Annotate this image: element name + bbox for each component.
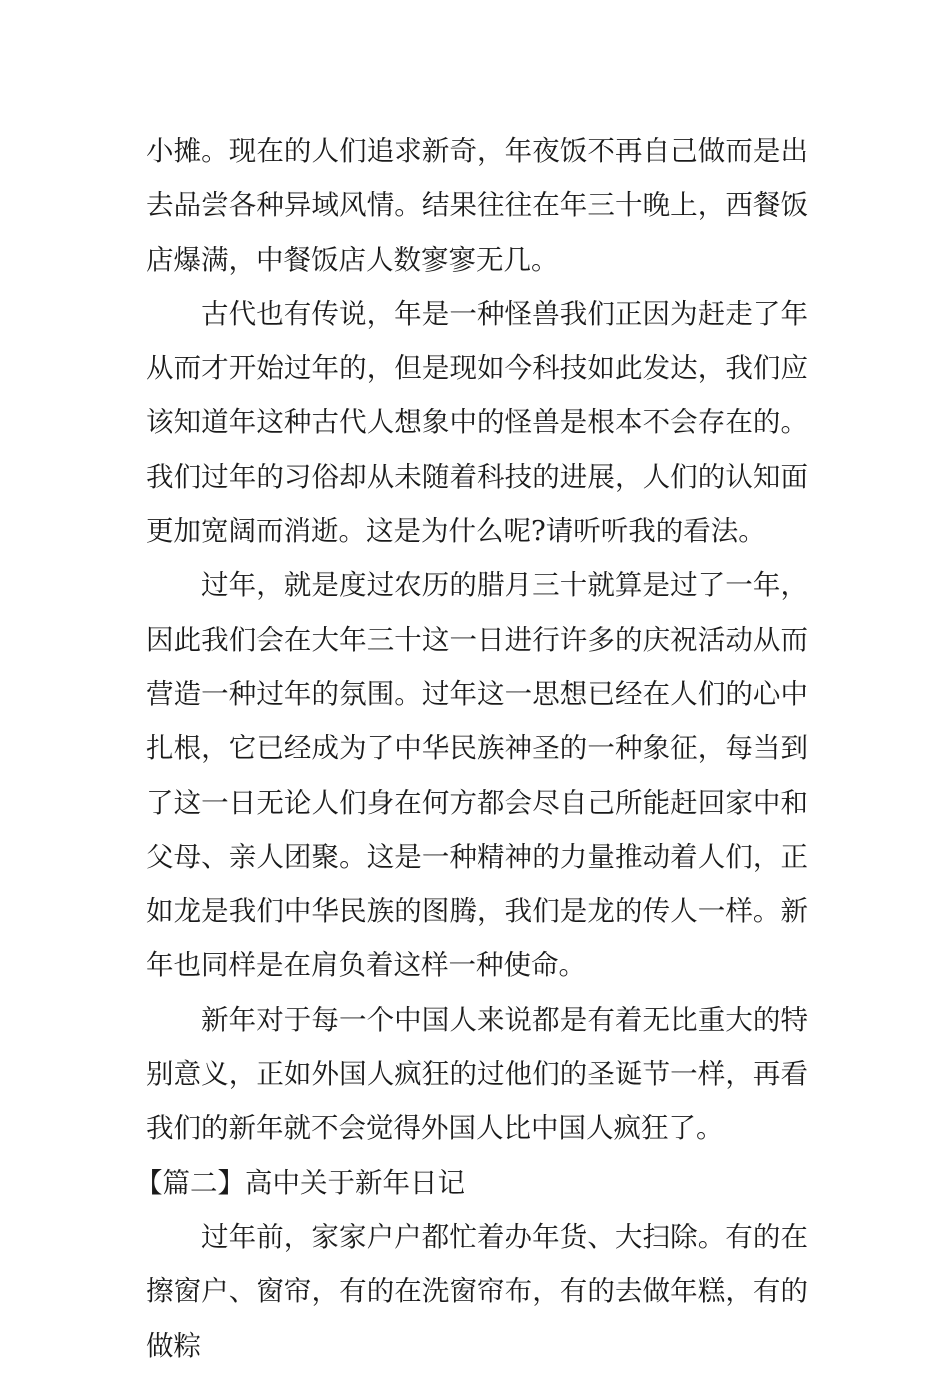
paragraph-new-year-meaning: 过年，就是度过农历的腊月三十就算是过了一年，因此我们会在大年三十这一日进行许多的庆祝活动从而营造一种过年的氛围。过年这一思想已经在人们的心中扎根，它已经成为了中华民族神圣的一种象征，每当到了这一日无论人们身在何方都会尽自己所能赶回家中和父母、亲人团聚。这是一种精神的力量推动着人们，正如龙是我们中华民族的图腾，我们是龙的传人一样。新年也同样是在肩负着这样一种使命。 (146, 569, 808, 982)
document-body (135, 124, 808, 1373)
paragraph-section-start: 过年前，家家户户都忙着办年货、大扫除。有的在擦窗户、窗帘，有的在洗窗帘布，有的去做年糕，有的做粽 (146, 1220, 808, 1362)
section-heading: 【篇二】高中关于新年日记 (135, 1166, 465, 1199)
paragraph-comparison: 新年对于每一个中国人来说都是有着无比重大的特别意义，正如外国人疯狂的过他们的圣诞节一样，再看我们的新年就不会觉得外国人比中国人疯狂了。 (146, 1003, 808, 1145)
paragraph-legend: 古代也有传说，年是一种怪兽我们正因为赶走了年从而才开始过年的，但是现如今科技如此发达，我们应该知道年这种古代人想象中的怪兽是根本不会存在的。我们过年的习俗却从未随着科技的进展，人们的认知面更加宽阔而消逝。这是为什么呢?请听听我的看法。 (146, 297, 808, 548)
paragraph-continued: 小摊。现在的人们追求新奇，年夜饭不再自己做而是出去品尝各种异域风情。结果往往在年三十晚上，西餐饭店爆满，中餐饭店人数寥寥无几。 (146, 135, 808, 276)
